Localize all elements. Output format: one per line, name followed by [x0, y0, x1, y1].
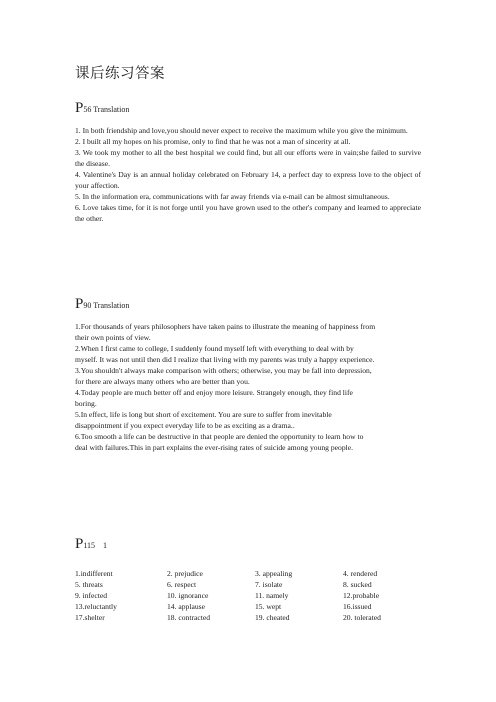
answer-cell: 10. ignorance — [167, 591, 209, 600]
translation-line: 3.You shouldn't always make comparison with others; otherwise, you may be fall into depression, — [75, 366, 372, 375]
translation-item: 1. In both friendship and love,you should never expect to receive the maximum while you give the minimum. — [75, 126, 408, 135]
translation-line: 6.Too smooth a life can be destructive in that people are denied the opportunity to learn how to — [75, 432, 364, 441]
answer-cell: 4. rendered — [343, 569, 378, 578]
translation-item: 3. We took my mother to all the best hospital we could find, but all our efforts were in vain;she failed to survive the disease. — [75, 148, 421, 168]
section-heading-p115 — [75, 536, 107, 553]
translation-line: deal with failures.This in part explains the ever-rising rates of suicide among young people. — [75, 443, 353, 452]
section-heading-text: 90 Translation — [83, 301, 130, 310]
answer-cell: 13.reluctantly — [75, 602, 117, 611]
answer-row — [75, 580, 435, 591]
answer-cell: 19. cheated — [255, 613, 290, 622]
answer-cell: 2. prejudice — [167, 569, 203, 578]
answer-cell: 7. isolate — [255, 580, 283, 589]
section-heading-p90 — [75, 296, 129, 313]
section-heading-p56 — [75, 100, 129, 117]
translation-line: their own points of view. — [75, 333, 151, 342]
answer-cell: 5. threats — [75, 580, 103, 589]
answer-cell: 12.probable — [343, 591, 380, 600]
section-heading-text: 56 Translation — [83, 105, 130, 114]
answer-row — [75, 569, 435, 580]
answer-cell: 3. appealing — [255, 569, 293, 578]
translation-item: 6. Love takes time, for it is not forge until you have grown used to the other's company and learned to appreciate the other. — [75, 203, 421, 223]
answer-cell: 15. wept — [255, 602, 282, 611]
translation-line: 4.Today people are much better off and enjoy more leisure. Strangely enough, they find life — [75, 388, 353, 397]
answer-cell: 17.shelter — [75, 613, 105, 622]
answer-row — [75, 613, 435, 624]
translation-item: 2. I built all my hopes on his promise, only to find that he was not a man of sincerity at all. — [75, 137, 351, 146]
translation-line: 5.In effect, life is long but short of excitement. You are sure to suffer from inevitable — [75, 410, 332, 419]
answer-row — [75, 591, 435, 602]
answer-cell: 1.indifferent — [75, 569, 113, 578]
answer-cell: 20. tolerated — [343, 613, 381, 622]
vocabulary-answer-grid — [75, 569, 435, 624]
translation-line: for there are always many others who are better than you. — [75, 377, 250, 386]
answer-cell: 6. respect — [167, 580, 197, 589]
section-heading-text: 115 1 — [83, 541, 108, 550]
answer-cell: 8. sucked — [343, 580, 372, 589]
translation-line: myself. It was not until then did I realize that living with my parents was truly a happy experience. — [75, 355, 375, 364]
translation-line: 1.For thousands of years philosophers have taken pains to illustrate the meaning of happiness from — [75, 322, 376, 331]
section-heading-letter: P — [75, 536, 84, 552]
answer-cell: 18. contracted — [167, 613, 211, 622]
answer-cell: 9. infected — [75, 591, 108, 600]
translation-line: 2.When I first came to college, I suddenly found myself left with everything to deal with by — [75, 344, 354, 353]
translation-line: boring. — [75, 399, 97, 408]
translation-list-p56 — [75, 125, 421, 224]
translation-line: disappointment if you expect everyday life to be as exciting as a drama.. — [75, 421, 295, 430]
section-heading-letter: P — [75, 100, 84, 116]
answer-row — [75, 602, 435, 613]
translation-list-p90 — [75, 321, 435, 453]
section-heading-letter: P — [75, 296, 84, 312]
page-title: 课后练习答案 — [75, 66, 165, 82]
answer-cell: 11. namely — [255, 591, 289, 600]
answer-cell: 14. applause — [167, 602, 205, 611]
translation-item: 4. Valentine's Day is an annual holiday celebrated on February 14, a perfect day to express love to the object of your affection. — [75, 170, 421, 190]
translation-item: 5. In the information era, communications with far away friends via e-mail can be almost simultaneous. — [75, 192, 390, 201]
answer-cell: 16.issued — [343, 602, 372, 611]
